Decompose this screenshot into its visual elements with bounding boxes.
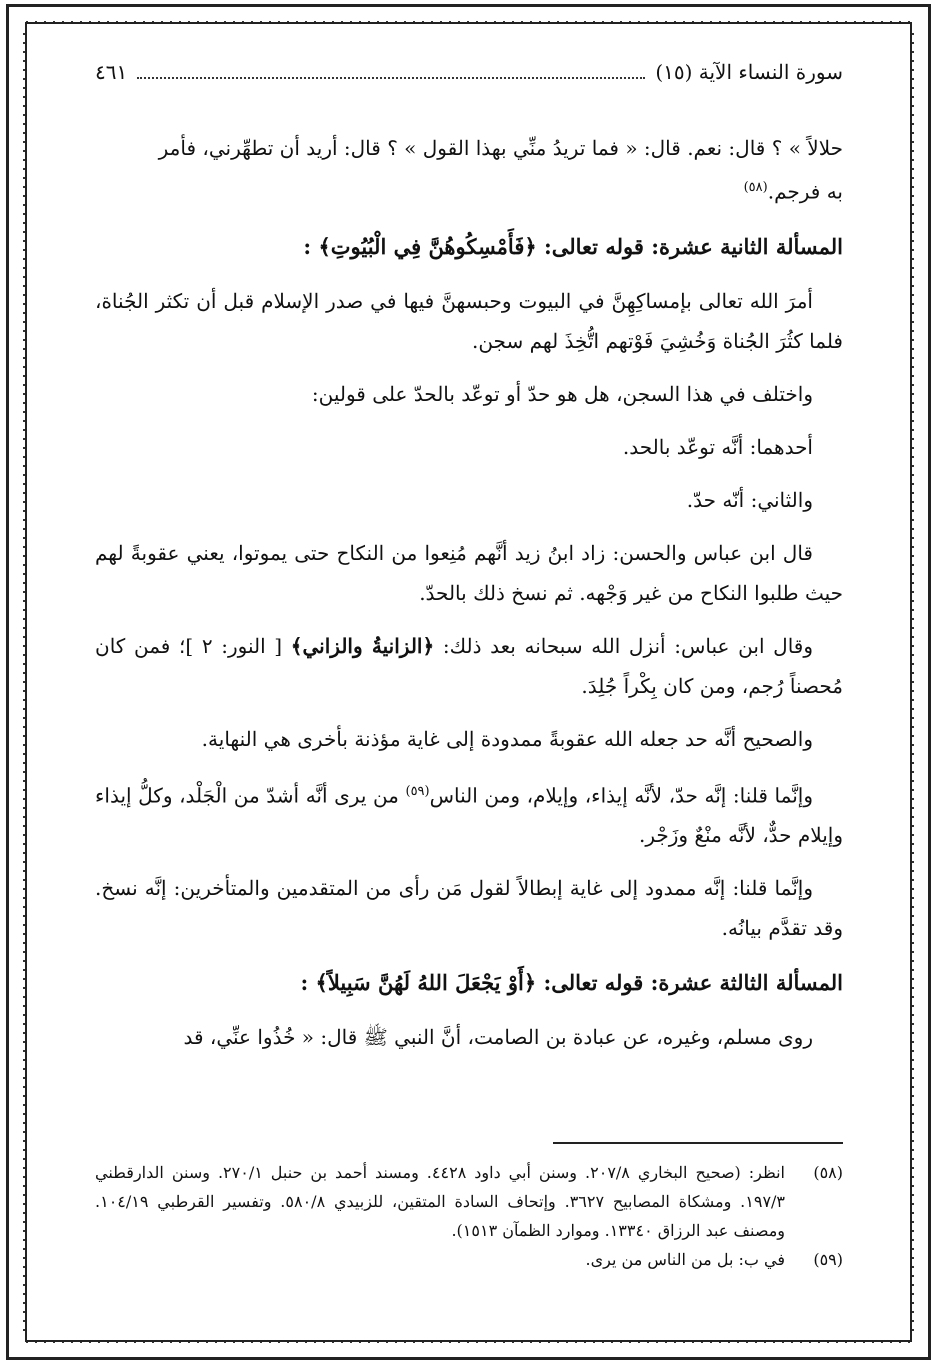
section-heading-12 bbox=[95, 225, 843, 269]
paragraph-2: أمرَ الله تعالى بإمساكِهِنَّ في البيوت وحبسهنَّ فيها في صدر الإسلام قبل أن تكثر الجُناة، فلما كثُرَ الجُناة وَخُشِيَ فَوْتهم اتُّخِذَ لهم سجن. bbox=[95, 288, 843, 353]
footnote-ref-59: (٥٩) bbox=[405, 783, 430, 799]
heading-12-end: : bbox=[303, 233, 312, 259]
running-header bbox=[95, 58, 843, 86]
paragraph-1 bbox=[95, 128, 843, 212]
footnote-59-number: (٥٩) bbox=[813, 1250, 843, 1269]
footnote-59 bbox=[95, 1245, 843, 1274]
p7-verse: ﴿الزانيةُ والزاني﴾ bbox=[290, 633, 435, 658]
p7-after: [ النور: ٢ ]؛ فمن كان مُحصناً رُجم، ومن كان بِكْراً جُلِدَ. bbox=[95, 633, 843, 698]
footnote-58 bbox=[95, 1158, 843, 1245]
footnote-separator bbox=[553, 1142, 843, 1144]
footnote-ref-58: (٥٨) bbox=[743, 180, 768, 195]
footnote-58-text: انظر: (صحيح البخاري ٢٠٧/٨. وسنن أبي داود ٤٤٢٨. ومسند أحمد بن حنبل ٢٧٠/١. وسنن الدارقطني ١٩٧/٣. ومشكاة المصابيح ٣٦٢٧. وإتحاف السادة المتقين، للزبيدي ٥٨٠/٨. وتفسير القرطبي ١٠٤/١٩. ومصنف عبد الرزاق ١٣٣٤٠. وموارد الظمآن ١٥١٣). bbox=[95, 1163, 786, 1240]
paragraph-9 bbox=[95, 772, 843, 856]
p7-before: وقال ابن عباس: أنزل الله سبحانه بعد ذلك: bbox=[442, 633, 814, 658]
leader-dots bbox=[137, 63, 645, 79]
footnotes bbox=[95, 1142, 843, 1274]
paragraph-3: واختلف في هذا السجن، هل هو حدّ أو توعّد بالحدّ على قولين: bbox=[311, 381, 813, 406]
paragraph-7 bbox=[95, 626, 843, 706]
paragraph-5: والثاني: أنّه حدّ. bbox=[686, 487, 813, 512]
heading-13-verse: ﴿أَوْ يَجْعَلَ اللهُ لَهُنَّ سَبِيلاً﴾ bbox=[315, 970, 537, 996]
footnote-59-text: في ب: بل من الناس من يرى. bbox=[585, 1250, 785, 1269]
heading-12-label: المسألة الثانية عشرة: قوله تعالى: bbox=[544, 233, 843, 259]
p9-before: وإنَّما قلنا: إنَّه حدّ، لأنَّه إيذاء، وإيلام، ومن الناس bbox=[429, 783, 813, 808]
surah-title: سورة النساء الآية (١٥) bbox=[655, 60, 843, 84]
p1-line1: حلالاً » ؟ قال: نعم. قال: « فما تريدُ منِّي بهذا القول » ؟ قال: أريد أن تطهِّرني، فأمر bbox=[158, 136, 843, 160]
paragraph-8: والصحيح أنَّه حد جعله الله عقوبةً ممدودة إلى غاية مؤذنة بأخرى هي النهاية. bbox=[201, 726, 813, 751]
paragraph-6: قال ابن عباس والحسن: زاد ابنُ زيد أنَّهم مُنِعوا من النكاح حتى يموتوا، يعني عقوبةً لهم حيث طلبوا النكاح من غير وَجْهه. ثم نسخ ذلك بالحدّ. bbox=[95, 540, 843, 605]
paragraph-4: أحدهما: أنَّه توعّد بالحد. bbox=[622, 434, 813, 459]
heading-13-end: : bbox=[300, 970, 309, 996]
page-content bbox=[95, 58, 843, 1070]
paragraph-11: روى مسلم، وغيره، عن عبادة بن الصامت، أنَّ النبي ﷺ قال: « خُذُوا عنِّي، قد bbox=[183, 1025, 813, 1050]
section-heading-13 bbox=[95, 961, 843, 1005]
heading-12-verse: ﴿فَأَمْسِكُوهُنَّ فِي الْبُيُوتِ﴾ bbox=[318, 233, 537, 259]
page-number: ٤٦١ bbox=[95, 60, 128, 84]
paragraph-10: وإنَّما قلنا: إنَّه ممدود إلى غاية إبطالاً لقول مَن رأى من المتقدمين والمتأخرين: إنَّه نسخ. وقد تقدَّم بيانُه. bbox=[95, 876, 843, 941]
p9-after: من يرى أنَّه أشدّ من الْجَلْد، وكلُّ إيذاء وإيلام حدٌّ، لأنَّه منْعٌ وزَجْر. bbox=[95, 783, 843, 848]
heading-13-label: المسألة الثالثة عشرة: قوله تعالى: bbox=[543, 970, 843, 996]
p1-line2: به فرجم. bbox=[767, 179, 843, 204]
footnote-58-number: (٥٨) bbox=[813, 1163, 843, 1182]
